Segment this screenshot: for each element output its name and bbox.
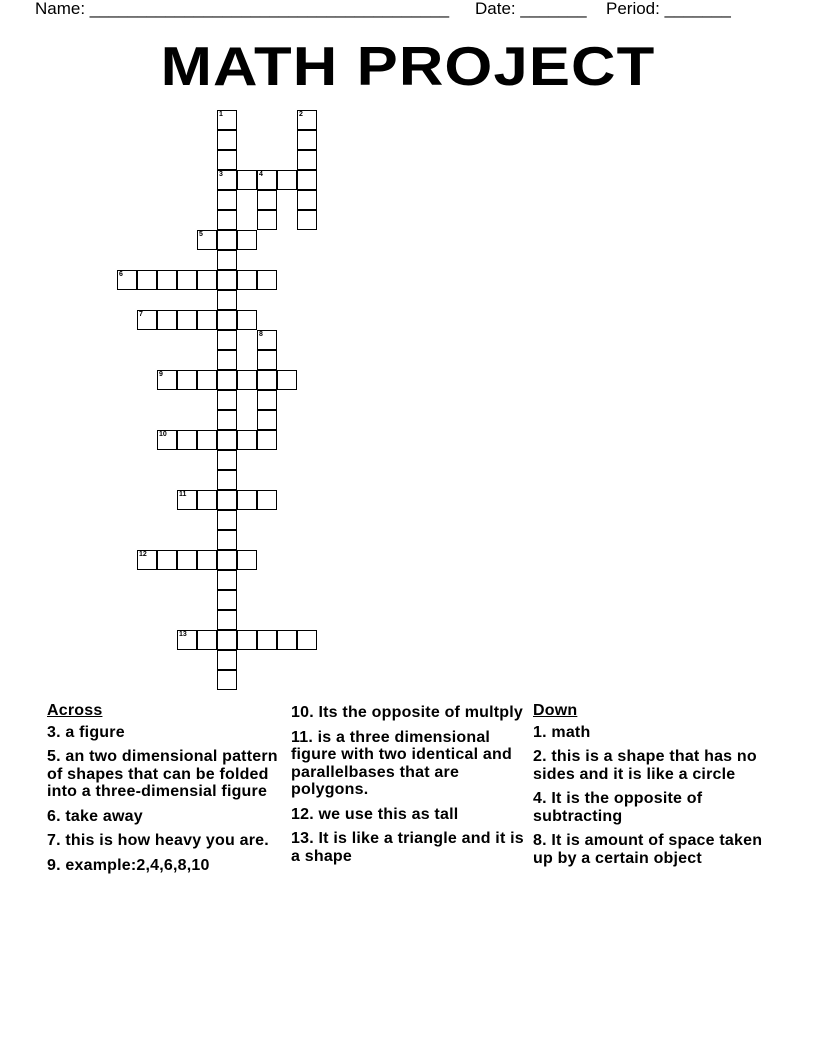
clue-text: It is amount of space taken up by a certain object bbox=[533, 832, 763, 867]
crossword-cell[interactable] bbox=[197, 630, 217, 650]
clue-number: 6 bbox=[119, 271, 123, 278]
crossword-cell[interactable] bbox=[157, 310, 177, 330]
clue-number: 13 bbox=[179, 631, 187, 638]
clue-number: 6 bbox=[47, 807, 57, 825]
crossword-cell[interactable] bbox=[237, 630, 257, 650]
crossword-cell[interactable] bbox=[217, 410, 237, 430]
clue-number: 5 bbox=[47, 748, 57, 765]
crossword-cell[interactable] bbox=[177, 490, 197, 510]
crossword-cell[interactable] bbox=[157, 370, 177, 390]
crossword-cell[interactable] bbox=[277, 370, 297, 390]
clue-text: this is a shape that has no sides and it is like a circle bbox=[533, 748, 757, 783]
crossword-cell[interactable] bbox=[217, 450, 237, 470]
clue-item: 12. we use this as tall bbox=[291, 805, 459, 823]
crossword-cell[interactable] bbox=[157, 550, 177, 570]
crossword-cell[interactable] bbox=[257, 350, 277, 370]
clue-number: 11 bbox=[179, 491, 187, 498]
clue-number: 9 bbox=[47, 856, 57, 874]
clue-number: 11 bbox=[291, 728, 309, 746]
crossword-cell[interactable] bbox=[277, 170, 297, 190]
crossword-cell[interactable] bbox=[117, 270, 137, 290]
crossword-cell[interactable] bbox=[157, 430, 177, 450]
crossword-cell[interactable] bbox=[237, 310, 257, 330]
crossword-cell[interactable] bbox=[217, 150, 237, 170]
crossword-cell[interactable] bbox=[257, 210, 277, 230]
clue-text: It is the opposite of subtracting bbox=[533, 790, 703, 825]
clue-text: a figure bbox=[65, 723, 125, 741]
clue-number: 1 bbox=[219, 111, 223, 118]
crossword-cell[interactable] bbox=[257, 190, 277, 210]
clue-number: 3 bbox=[47, 723, 57, 741]
crossword-cell[interactable] bbox=[177, 630, 197, 650]
crossword-cell[interactable] bbox=[217, 550, 237, 570]
clue-text: we use this as tall bbox=[318, 805, 459, 823]
period-field[interactable]: Period: _______ bbox=[606, 0, 731, 18]
crossword-cell[interactable] bbox=[217, 230, 237, 250]
clue-number: 12 bbox=[291, 805, 310, 823]
crossword-cell[interactable] bbox=[197, 430, 217, 450]
clue-item: 2. this is a shape that has no sides and it is like a circle bbox=[533, 748, 757, 783]
clue-item: 13. It is like a triangle and it is a shape bbox=[291, 830, 524, 865]
crossword-cell[interactable] bbox=[197, 490, 217, 510]
crossword-cell[interactable] bbox=[217, 430, 237, 450]
crossword-cell[interactable] bbox=[217, 470, 237, 490]
crossword-cell[interactable] bbox=[217, 310, 237, 330]
crossword-cell[interactable] bbox=[217, 130, 237, 150]
across-heading: Across bbox=[47, 702, 103, 719]
crossword-cell[interactable] bbox=[217, 390, 237, 410]
crossword-cell[interactable] bbox=[217, 650, 237, 670]
clue-item: 4. It is the opposite of subtracting bbox=[533, 790, 703, 825]
clue-number: 7 bbox=[47, 832, 57, 849]
crossword-cell[interactable] bbox=[217, 250, 237, 270]
clue-number: 5 bbox=[199, 231, 203, 238]
crossword-cell[interactable] bbox=[257, 390, 277, 410]
crossword-cell[interactable] bbox=[277, 630, 297, 650]
clue-item: 8. It is amount of space taken up by a certain object bbox=[533, 832, 763, 867]
crossword-cell[interactable] bbox=[297, 150, 317, 170]
name-field[interactable]: Name: ______________________________________ bbox=[35, 0, 450, 18]
crossword-cell[interactable] bbox=[297, 210, 317, 230]
crossword-cell[interactable] bbox=[197, 370, 217, 390]
clue-item: 6. take away bbox=[47, 807, 143, 825]
clue-number: 13 bbox=[291, 830, 310, 847]
crossword-cell[interactable] bbox=[217, 530, 237, 550]
clue-number: 12 bbox=[139, 551, 147, 558]
clue-item: 9. example:2,4,6,8,10 bbox=[47, 856, 210, 874]
clue-text: take away bbox=[65, 807, 143, 825]
crossword-cell[interactable] bbox=[237, 490, 257, 510]
crossword-cell[interactable] bbox=[137, 550, 157, 570]
crossword-cell[interactable] bbox=[217, 570, 237, 590]
clue-text: It is like a triangle and it is a shape bbox=[291, 830, 524, 865]
crossword-cell[interactable] bbox=[177, 310, 197, 330]
clue-item: 3. a figure bbox=[47, 723, 125, 741]
crossword-cell[interactable] bbox=[257, 270, 277, 290]
crossword-cell[interactable] bbox=[177, 370, 197, 390]
clue-number: 10 bbox=[291, 704, 310, 721]
clue-text: Its the opposite of multply bbox=[318, 704, 524, 721]
clue-item: 10. Its the opposite of multply bbox=[291, 704, 524, 721]
crossword-cell[interactable] bbox=[217, 210, 237, 230]
clue-number: 1 bbox=[533, 723, 543, 741]
clue-item: 1. math bbox=[533, 723, 591, 741]
crossword-cell[interactable] bbox=[297, 110, 317, 130]
crossword-cell[interactable] bbox=[177, 430, 197, 450]
clue-number: 3 bbox=[219, 171, 223, 178]
down-heading: Down bbox=[533, 702, 578, 719]
across-clues-col1 bbox=[47, 702, 282, 881]
crossword-cell[interactable] bbox=[197, 270, 217, 290]
crossword-cell[interactable] bbox=[197, 550, 217, 570]
clue-number: 4 bbox=[533, 790, 543, 807]
crossword-cell[interactable] bbox=[297, 630, 317, 650]
crossword-cell[interactable] bbox=[237, 230, 257, 250]
clue-item: 7. this is how heavy you are. bbox=[47, 832, 269, 849]
crossword-cell[interactable] bbox=[297, 130, 317, 150]
clue-text: an two dimensional pattern of shapes that can be folded into a three-dimensial figure bbox=[47, 748, 278, 800]
clue-item: 11. is a three dimensional figure with two identical and parallelbases that are polygons. bbox=[291, 728, 512, 798]
crossword-cell[interactable] bbox=[177, 550, 197, 570]
crossword-cell[interactable] bbox=[217, 270, 237, 290]
clue-number: 4 bbox=[259, 171, 263, 178]
crossword-cell[interactable] bbox=[237, 370, 257, 390]
page-title: MATH PROJECT bbox=[160, 35, 656, 97]
crossword-cell[interactable] bbox=[137, 270, 157, 290]
across-clues-col2 bbox=[291, 704, 526, 872]
crossword-cell[interactable] bbox=[257, 490, 277, 510]
crossword-cell[interactable] bbox=[217, 370, 237, 390]
crossword-cell[interactable] bbox=[197, 230, 217, 250]
crossword-cell[interactable] bbox=[297, 190, 317, 210]
down-clues bbox=[533, 702, 763, 874]
crossword-cell[interactable] bbox=[217, 190, 237, 210]
crossword-cell[interactable] bbox=[257, 170, 277, 190]
crossword-cell[interactable] bbox=[257, 410, 277, 430]
crossword-cell[interactable] bbox=[257, 630, 277, 650]
crossword-cell[interactable] bbox=[217, 670, 237, 690]
clue-number: 9 bbox=[159, 371, 163, 378]
clue-text: example:2,4,6,8,10 bbox=[65, 856, 210, 874]
clue-text: math bbox=[551, 723, 591, 741]
crossword-cell[interactable] bbox=[237, 430, 257, 450]
crossword-cell[interactable] bbox=[217, 170, 237, 190]
crossword-cell[interactable] bbox=[217, 290, 237, 310]
crossword-cell[interactable] bbox=[217, 350, 237, 370]
clue-number: 2 bbox=[299, 111, 303, 118]
crossword-cell[interactable] bbox=[237, 270, 257, 290]
crossword-cell[interactable] bbox=[217, 590, 237, 610]
crossword-cell[interactable] bbox=[257, 330, 277, 350]
clue-number: 7 bbox=[139, 311, 143, 318]
crossword-cell[interactable] bbox=[257, 370, 277, 390]
crossword-cell[interactable] bbox=[217, 630, 237, 650]
date-field[interactable]: Date: _______ bbox=[475, 0, 587, 18]
crossword-cell[interactable] bbox=[217, 510, 237, 530]
crossword-cell[interactable] bbox=[237, 170, 257, 190]
clue-number: 8 bbox=[259, 331, 263, 338]
crossword-cell[interactable] bbox=[177, 270, 197, 290]
crossword-cell[interactable] bbox=[217, 330, 237, 350]
clue-text: this is how heavy you are. bbox=[65, 832, 269, 849]
crossword-cell[interactable] bbox=[257, 430, 277, 450]
clue-text: is a three dimensional figure with two identical and parallelbases that are polygons. bbox=[291, 728, 512, 798]
crossword-cell[interactable] bbox=[217, 110, 237, 130]
clue-number: 10 bbox=[159, 431, 167, 438]
clue-item: 5. an two dimensional pattern of shapes that can be folded into a three-dimensial figure bbox=[47, 748, 278, 800]
crossword-cell[interactable] bbox=[137, 310, 157, 330]
clue-number: 8 bbox=[533, 832, 543, 849]
crossword-cell[interactable] bbox=[297, 170, 317, 190]
clue-number: 2 bbox=[533, 748, 543, 765]
crossword-cell[interactable] bbox=[217, 490, 237, 510]
crossword-cell[interactable] bbox=[157, 270, 177, 290]
crossword-cell[interactable] bbox=[217, 610, 237, 630]
crossword-cell[interactable] bbox=[237, 550, 257, 570]
crossword-cell[interactable] bbox=[197, 310, 217, 330]
